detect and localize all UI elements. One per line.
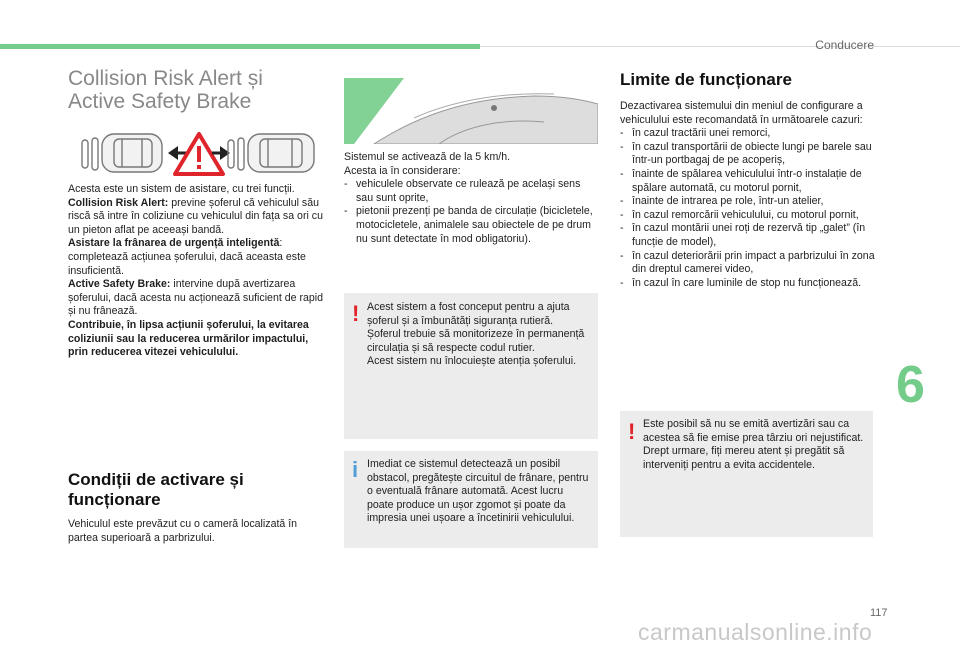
- limits-intro: Dezactivarea sistemului din meniul de configurare a vehiculului este recomandată în următoarele cazuri:: [620, 100, 863, 126]
- section-title: Conducere: [815, 38, 874, 52]
- middle-column-text: [344, 151, 596, 246]
- asist-text: : completează acțiunea șoferului, dacă aceasta este insuficientă.: [68, 237, 306, 277]
- watermark: carmanualsonline.info: [638, 619, 873, 645]
- info-box: [344, 451, 598, 548]
- contribution-paragraph: Contribuie, în lipsa acțiunii șoferului, la evitarea coliziunii sau la reducerea urmărilor impactului, prin reducerea vitezei vehiculului.: [68, 318, 309, 359]
- limits-text: [620, 100, 876, 290]
- page-title-line-2: Active Safety Brake: [68, 90, 252, 113]
- cra-text: previne șoferul că vehiculul său riscă să intre în coliziune cu vehiculul din fața sa ori cu un pieton aflat pe aceeași bandă.: [68, 196, 323, 236]
- asist-label: Asistare la frânarea de urgență inteligentă: [68, 237, 280, 250]
- asb-paragraph: [68, 278, 330, 319]
- exclamation-icon: !: [628, 419, 636, 444]
- activation-text: Vehiculul este prevăzut cu o cameră localizată în partea superioară a parbrizului.: [68, 518, 298, 544]
- asb-label: Active Safety Brake:: [68, 278, 171, 291]
- activation-heading: Condiții de activare și funcționare: [68, 470, 244, 509]
- limits-list: [620, 127, 876, 290]
- car-icon: [82, 134, 162, 172]
- asist-paragraph: [68, 237, 330, 278]
- exclamation-icon: !: [352, 301, 360, 326]
- cra-paragraph: [68, 197, 330, 238]
- page-number: 117: [870, 607, 888, 619]
- car-icon: [228, 134, 314, 172]
- cra-label: Collision Risk Alert:: [68, 196, 169, 209]
- camera-illustration: [344, 78, 598, 144]
- list-item: - pietonii prezenți pe banda de circulație (bicicletele, motocicletele, animalele sau obiectele de pe drum nu sunt detectate în mod obligatoriu).: [344, 205, 596, 246]
- left-column-text: [68, 183, 330, 360]
- speed-text: Sistemul se activează de la 5 km/h.: [344, 151, 511, 163]
- list-item: - înainte de intrarea pe role, într-un atelier,: [620, 195, 876, 209]
- list-item: - în cazul tractării unei remorci,: [620, 127, 876, 141]
- list-item: - în cazul transportării de obiecte lungi pe barele sau într-un portbagaj de pe acoperiș,: [620, 141, 876, 168]
- section-accent-bar: [0, 44, 480, 49]
- list-item: - în cazul deteriorării prin impact a parbrizului în zona din dreptul camerei video,: [620, 250, 876, 277]
- list-item: - în cazul remorcării vehiculului, cu motorul pornit,: [620, 209, 876, 223]
- info-icon: i: [352, 457, 359, 482]
- warning-box-text: Este posibil să nu se emită avertizări sau ca acestea să fie emise prea târziu ori nejustificat. Drept urmare, fiți mereu atent și pregătit să interveniți pentru a evita accidentele.: [643, 418, 864, 471]
- asb-text: intervine după avertizarea șoferului, dacă acesta nu acționează suficient de rapid și nu frânează.: [68, 278, 324, 318]
- collision-illustration: [78, 128, 320, 183]
- warning-box-right: [620, 411, 873, 537]
- list-item: - înainte de spălarea vehiculului într-o instalație de spălare automată, cu motorul pornit,: [620, 168, 876, 195]
- info-box-text: Imediat ce sistemul detectează un posibil obstacol, pregătește circuitul de frânare, pentru o eventuală frânare automată. Acest lucru poate produce un ușor zgomot și poate da impresia unei ușoare a încetinirii vehiculului.: [367, 458, 589, 525]
- chapter-number: 6: [896, 356, 925, 414]
- page-title-line-1: Collision Risk Alert și: [68, 67, 263, 90]
- header-rule: [480, 46, 960, 47]
- consider-list: [344, 178, 596, 246]
- intro-text: Acesta este un sistem de asistare, cu trei funcții.: [68, 183, 295, 195]
- list-item: - în cazul în care luminile de stop nu funcționează.: [620, 277, 876, 291]
- page-title: [68, 67, 348, 113]
- warning-box-middle: [344, 293, 598, 439]
- warning-box-text: Acest sistem a fost conceput pentru a ajuta șoferul și a îmbunătăți siguranța rutieră. Șoferul trebuie să monitorizeze în permanență circulația și să respecte codul rutier. Acest sistem nu înlocuiește atenția șoferului.: [367, 301, 585, 368]
- consider-text: Acesta ia în considerare:: [344, 164, 461, 177]
- list-item: - vehiculele observate ce rulează pe același sens sau sunt oprite,: [344, 178, 596, 205]
- list-item: - în cazul montării unei roți de rezervă tip „galet” (în funcție de model),: [620, 222, 876, 249]
- limits-heading: Limite de funcționare: [620, 70, 792, 89]
